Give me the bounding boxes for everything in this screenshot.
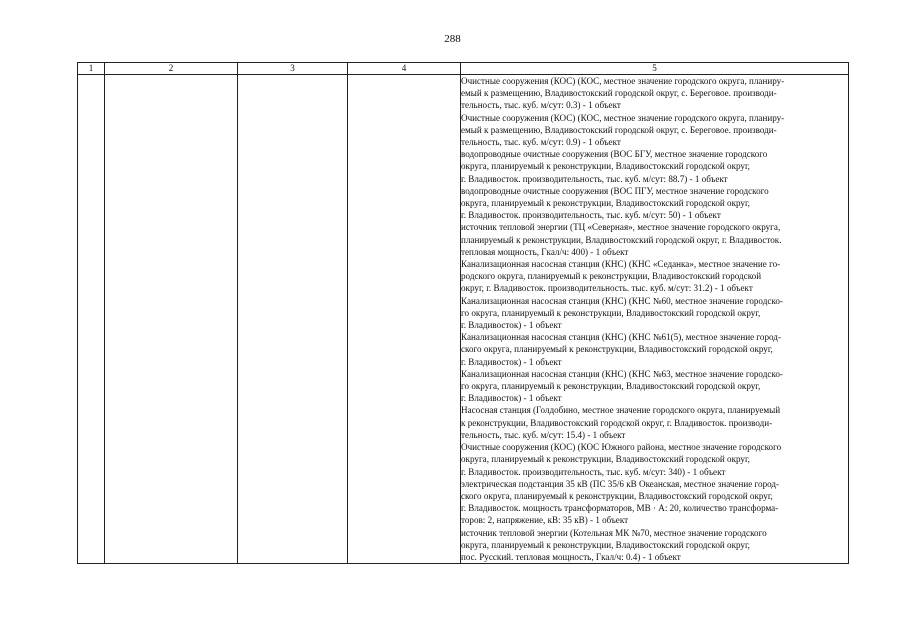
data-table <box>77 62 849 564</box>
object-entry: водопроводные очистные сооружения (ВОС БГУ, местное значение городского округа, планируемый к реконструкции, Владивостокский городской округ, г. Владивосток. производительность, тыс. куб. м/сут: 88.7) - 1 объект <box>461 149 768 184</box>
cell-col-1 <box>78 75 105 564</box>
object-entry: Очистные сооружения (КОС) (КОС Южного района, местное значение городского округа, планируемый к реконструкции, Владивостокский городской округ, г. Владивосток. производительность, тыс. куб. м/сут: 340) - 1 объект <box>461 442 782 477</box>
object-entry: Канализационная насосная станция (КНС) (КНС №63, местное значение городско- го округа, планируемый к реконструкции, Владивостокский городской округ, г. Владивосток) - 1 объект <box>461 368 783 404</box>
table-row <box>78 75 849 564</box>
column-header-3: 3 <box>238 63 348 75</box>
object-entry: Канализационная насосная станция (КНС) (КНС №60, местное значение городско- го округа, планируемый к реконструкции, Владивостокский городской округ, г. Владивосток) - 1 объект <box>461 295 783 331</box>
object-entry: источник тепловой энергии (ТЦ «Северная», местное значение городского округа, планируемый к реконструкции, Владивостокский городской округ, г. Владивосток. тепловая мощность, Гкал/ч: 400) - 1 объект <box>461 222 782 257</box>
cell-col-2 <box>105 75 238 564</box>
column-header-5: 5 <box>461 63 849 75</box>
cell-col-4 <box>348 75 461 564</box>
cell-col-5 <box>461 75 849 564</box>
object-entry: Канализационная насосная станция (КНС) (КНС «Седанка», местное значение го- родского округа, планируемый к реконструкции, Владивостокский городской округ, г. Владивосток. производительность. тыс. куб. м/сут: 31.2) - 1 объект <box>461 259 781 294</box>
page-number: 288 <box>444 33 461 45</box>
cell-col-3 <box>238 75 348 564</box>
object-entry: Очистные сооружения (КОС) (КОС, местное значение городского округа, планиру- емый к размещению, Владивостокский городской округ, с. Береговое. производи- тельность, тыс. куб. м/сут: 0.9) - 1 объект <box>461 112 785 148</box>
column-header-1: 1 <box>78 63 105 75</box>
object-entry: электрическая подстанция 35 кВ (ПС 35/6 кВ Океанская, местное значение город- ского округа, планируемый к реконструкции, Владивостокский городской округ, г. Владивосток. мощность трансформаторов, МВ · А: 20, количество трансформа- торов: 2, напряжение, кВ: 35 кВ) - 1 объект <box>461 478 780 526</box>
object-entry: Канализационная насосная станция (КНС) (КНС №61(5), местное значение город- ского округа, планируемый к реконструкции, Владивостокский городской округ, г. Владивосток) - 1 объект <box>461 332 781 367</box>
object-entry: Очистные сооружения (КОС) (КОС, местное значение городского округа, планиру- емый к размещению, Владивостокский городской округ, с. Береговое. производи- тельность, тыс. куб. м/сут: 0.3) - 1 объект <box>461 76 785 111</box>
object-entry: водопроводные очистные сооружения (ВОС ПГУ, местное значение городского округа, планируемый к реконструкции, Владивостокский городской округ, г. Владивосток. производительность, тыс. куб. м/сут: 50) - 1 объект <box>461 185 769 221</box>
object-entry: Насосная станция (Голдобино, местное значение городского округа, планируемый к реконструкции, Владивостокский городской округ, г. Владивосток. производи- тельность, тыс. куб. м/сут: 15.4) - 1 объект <box>461 405 781 440</box>
column-header-2: 2 <box>105 63 238 75</box>
header-row <box>78 63 849 75</box>
object-entry: источник тепловой энергии (Котельная МК №70, местное значение городского округа, планируемый к реконструкции, Владивостокский городской округ, пос. Русский. тепловая мощность, Гкал/ч: 0.4) - 1 объект <box>461 527 767 562</box>
column-header-4: 4 <box>348 63 461 75</box>
